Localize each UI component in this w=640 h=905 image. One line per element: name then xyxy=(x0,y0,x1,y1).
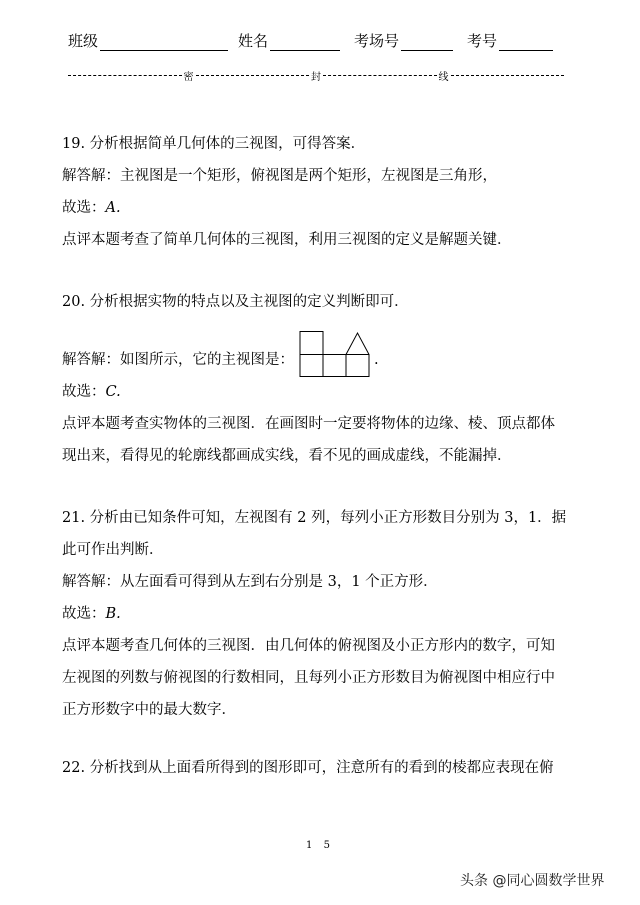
q19-solution: 解答解：主视图是一个矩形，俯视图是两个矩形，左视图是三角形， xyxy=(62,168,497,184)
q22-analysis: 22. 分析找到从上面看所得到的图形即可，注意所有的看到的棱都应表现在俯 xyxy=(62,760,554,776)
class-label: 班级 xyxy=(68,32,99,50)
q20-analysis: 20. 分析根据实物的特点以及主视图的定义判断即可． xyxy=(62,294,409,310)
front-view-figure xyxy=(294,330,374,378)
q21-analysis-1: 21. 分析由已知条件可知，左视图有 2 列，每列小正方形数目分别为 3，1．据 xyxy=(62,510,567,526)
watermark-text: 头条 @同心圆数学世界 xyxy=(460,873,605,889)
page-number: 1 5 xyxy=(306,840,334,851)
class-blank xyxy=(100,34,228,51)
q19-analysis: 19. 分析根据简单几何体的三视图，可得答案． xyxy=(62,136,366,152)
seal-char-feng: 封 xyxy=(311,72,321,83)
q21-analysis-2: 此可作出判断． xyxy=(62,542,164,558)
q21-comment-3: 正方形数字中的最大数字． xyxy=(62,702,236,718)
q21-comment-1: 点评本题考查几何体的三视图．由几何体的俯视图及小正方形内的数字，可知 xyxy=(62,638,555,654)
q20-solution: 解答解：如图所示，它的主视图是： . xyxy=(62,328,592,376)
exam-room-blank xyxy=(401,34,453,51)
q21-choice: 故选：B. xyxy=(62,606,121,622)
exam-number-label: 考号 xyxy=(467,32,498,50)
watermark xyxy=(460,870,604,890)
exam-header xyxy=(68,30,557,51)
seal-line xyxy=(68,68,564,83)
q21-solution: 解答解：从左面看可得到从左到右分别是 3，1 个正方形． xyxy=(62,574,438,590)
q19-comment: 点评本题考查了简单几何体的三视图，利用三视图的定义是解题关键． xyxy=(62,232,512,248)
q20-comment-2: 现出来，看得见的轮廓线都画成实线，看不见的画成虚线，不能漏掉． xyxy=(62,448,512,464)
name-blank xyxy=(270,34,340,51)
seal-char-xian: 线 xyxy=(438,72,449,83)
q19-choice: 故选：A. xyxy=(62,200,121,216)
name-label: 姓名 xyxy=(238,32,269,50)
seal-char-mi: 密 xyxy=(183,72,194,83)
q20-comment-1: 点评本题考查实物体的三视图．在画图时一定要将物体的边缘、棱、顶点都体 xyxy=(62,416,555,432)
q20-choice: 故选：C. xyxy=(62,384,121,400)
answer-content xyxy=(62,128,592,784)
exam-number-blank xyxy=(499,34,553,51)
q21-comment-2: 左视图的列数与俯视图的行数相同，且每列小正方形数目为俯视图中相应行中 xyxy=(62,670,555,686)
exam-room-label: 考场号 xyxy=(354,32,400,50)
